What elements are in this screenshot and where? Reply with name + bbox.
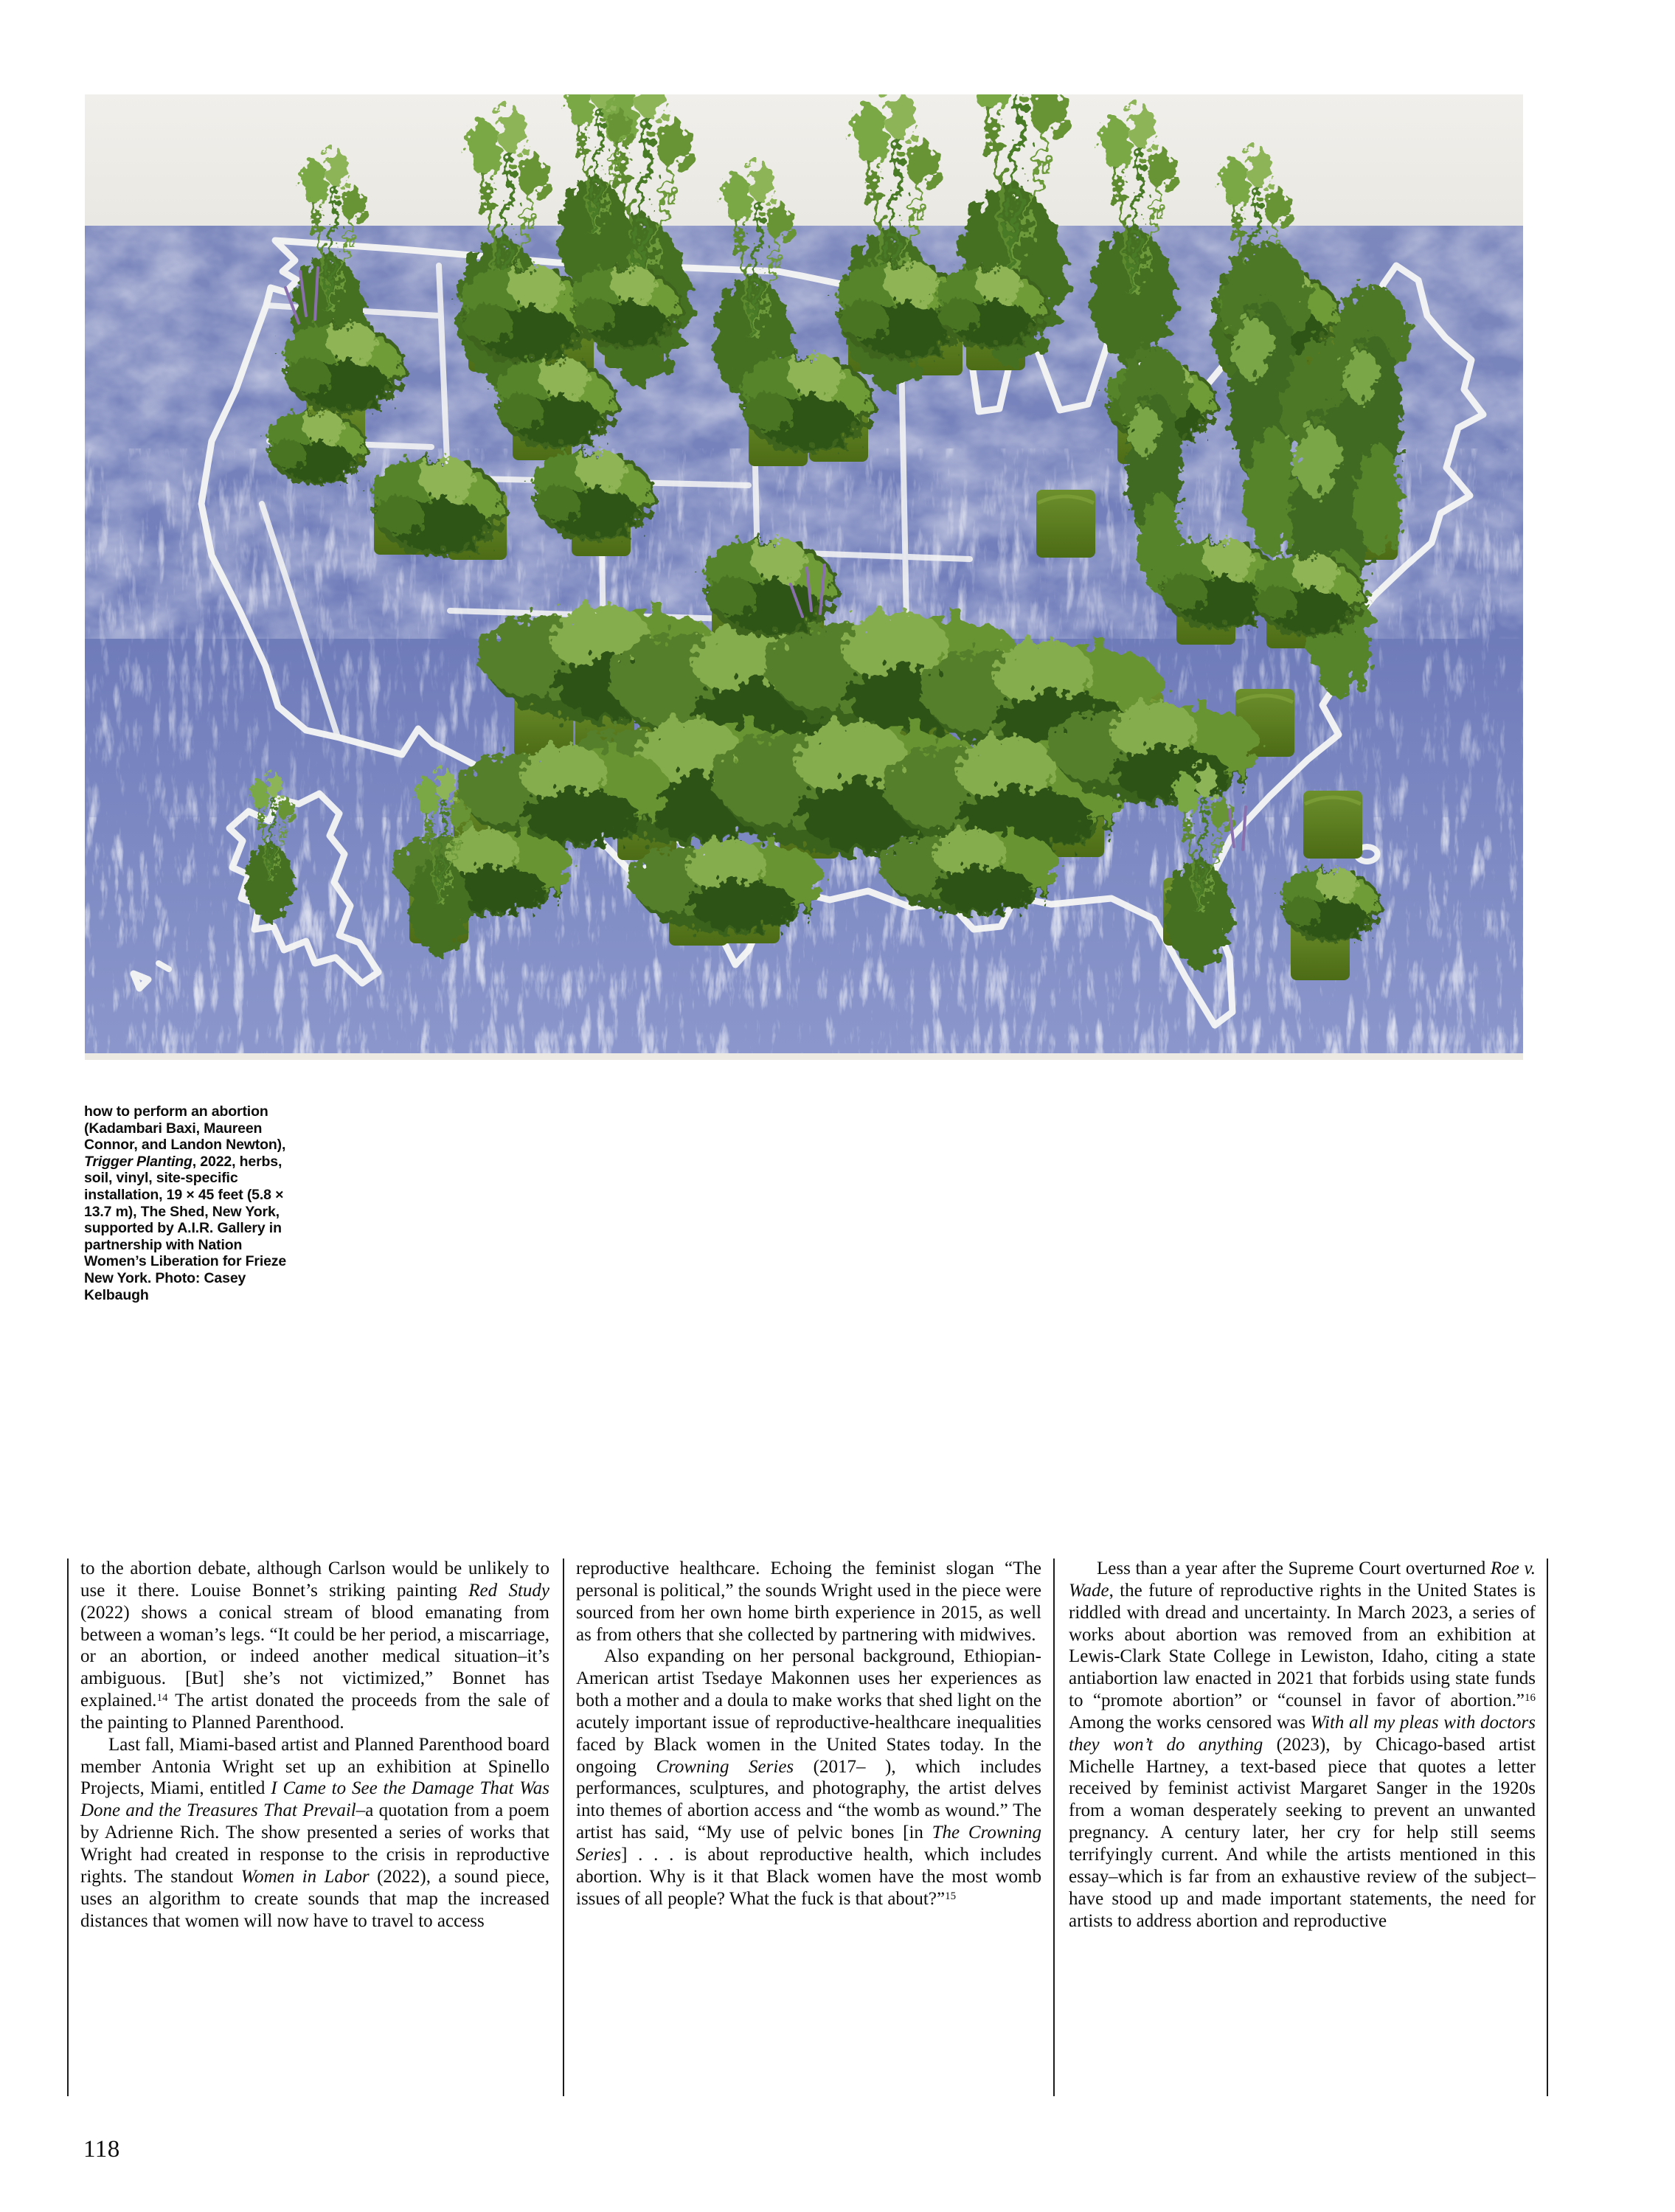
article-column-2 (576, 1558, 1041, 1910)
article-column-3 (1069, 1558, 1536, 1932)
artwork-photo (85, 94, 1523, 1060)
installation-illustration (85, 94, 1523, 1060)
gallery-wall (85, 94, 1523, 226)
column-rule-left (67, 1559, 69, 2096)
image-caption: how to perform an abortion (Kadambari Baxi, Maureen Connor, and Landon Newton), Trigger Planting, 2022, herbs, soil, vinyl, site-specific installation, 19 × 45 feet (5.8 × 13.7 m), The Shed, New York, supported by A.I.R. Gallery in partnership with Nation Women’s Liberation for Frieze New York. Photo: Casey Kelbaugh (84, 1103, 287, 1303)
column-rule-right (1547, 1559, 1548, 2096)
column-rule-1-2 (563, 1559, 564, 2096)
floor-strip (85, 1053, 1523, 1060)
page-number: 118 (83, 2136, 120, 2163)
paragraph: to the abortion debate, although Carlson would be unlikely to use it there. Louise Bonnet’s striking painting Red Study (2022) shows a conical stream of blood emanating from between a woman’s legs. “It could be her period, a miscarriage, or an abortion, or indeed another medical situation–it’s ambiguous. [But] she’s not victimized,” Bonnet has explained.$^{14}$ The artist donated the proceeds from the sale of the painting to Planned Parenthood. (80, 1559, 549, 1733)
paragraph: Also expanding on her personal background, Ethiopian-American artist Tsedaye Makonnen uses her experiences as both a mother and a doula to make works that shed light on the acutely important issue of reproductive-healthcare inequalities faced by Black women in the United States today. In the ongoing Crowning Series (2017– ), which includes performances, sculptures, and photography, the artist delves into themes of abortion access and “the womb as wound.” The artist has said, “My use of pelvic bones [in The Crowning Series] . . . is about reproductive health, which includes abortion. Why is it that Black women have the most womb issues of all people? What the fuck is that about?”$^{15}$ (576, 1646, 1041, 1909)
column-rule-2-3 (1053, 1559, 1055, 2096)
paragraph: Last fall, Miami-based artist and Planned Parenthood board member Antonia Wright set up an exhibition at Spinello Projects, Miami, entitled I Came to See the Damage That Was Done and the Treasures That Prevail–a quotation from a poem by Adrienne Rich. The show presented a series of works that Wright had created in response to the crisis in reproductive rights. The standout Women in Labor (2022), a sound piece, uses an algorithm to create sounds that map the increased distances that women will now have to travel to access (80, 1734, 550, 1931)
paragraph: reproductive healthcare. Echoing the feminist slogan “The personal is political,” the sounds Wright used in the piece were sourced from her own home birth experience in 2015, as well as from others that she collected by partnering with midwives. (576, 1559, 1041, 1645)
paragraph: Less than a year after the Supreme Court overturned Roe v. Wade, the future of reproductive rights in the United States is riddled with dread and uncertainty. In March 2023, a series of works about abortion was removed from an exhibition at Lewis-Clark State College in Lewiston, Idaho, citing a state antiabortion law enacted in 2021 that forbids using state funds to “promote abortion” or “counsel in favor of abortion.”$^{16}$ Among the works censored was With all my pleas with doctors they won’t do anything (2023), by Chicago-based artist Michelle Hartney, a text-based piece that quotes a letter received by feminist activist Margaret Sanger in the 1920s from a woman desperately seeking to prevent an unwanted pregnancy. A century later, her cry for help still seems terrifyingly current. And while the artists mentioned in this essay–which is far from an exhaustive review of the subject–have stood up and made important statements, the need for artists to address abortion and reproductive (1069, 1559, 1536, 1931)
article-column-1 (80, 1558, 549, 1932)
